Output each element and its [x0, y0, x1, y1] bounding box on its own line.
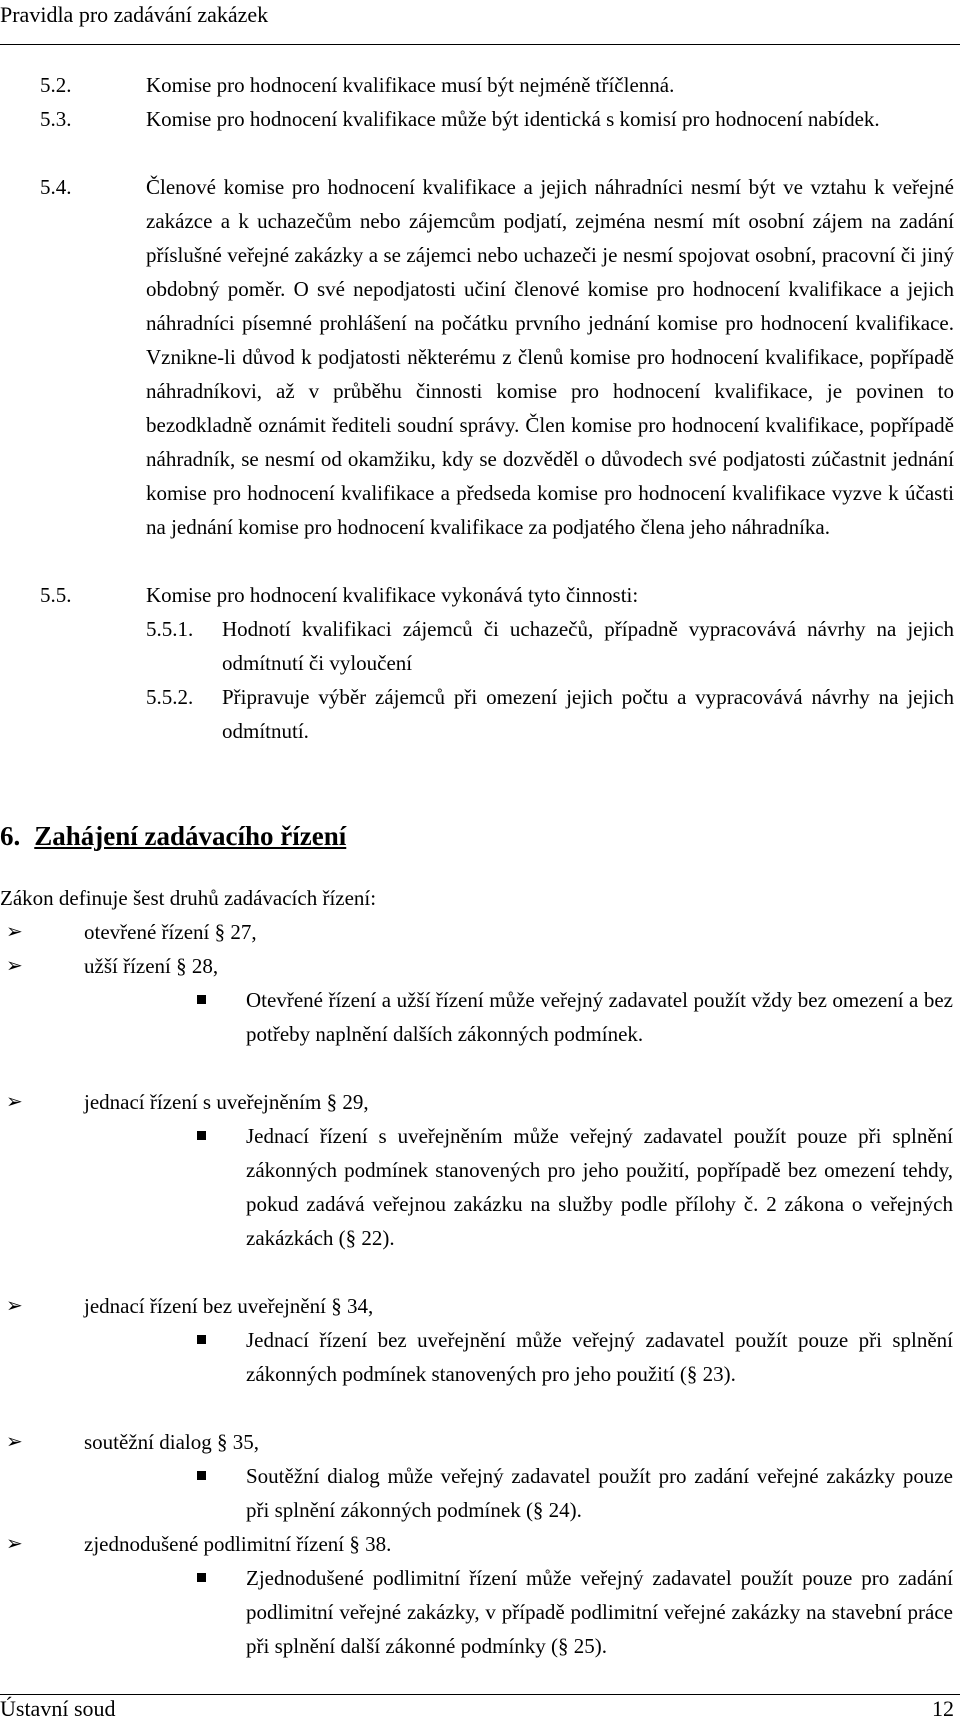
procedure-detail: Jednací řízení s uveřejněním může veřejný zadavatel použít pouze při splnění zákonných podmínek stanovených pro jeho použití, popřípadě bez omezení tehdy, pokud zadává veřejnou zakázku na služby podle přílohy č. 2 zákona o veřejných zakázkách (§ 22). — [246, 1124, 953, 1250]
running-header: Pravidla pro zadávání zakázek — [0, 2, 269, 27]
item-text: Členové komise pro hodnocení kvalifikace a jejich náhradníci nesmí být ve vztahu k veřejné zakázce a k uchazečům nebo zájemcům podjatí, zejména nesmí mít osobní zájem na zadání příslušné veřejné zakázky a se zájemci nebo uchazeči je nesmí spojovat osobní, pracovní či jiný obdobný poměr. O své nepodjatosti učiní členové komise pro hodnocení kvalifikace a jejich náhradníci písemné prohlášení na počátku prvního jednání komise pro hodnocení kvalifikace. Vznikne-li důvod k podjatosti některému z členů komise pro hodnocení kvalifikace, popřípadě náhradníkovi, až v průběhu činnosti komise pro hodnocení kvalifikace, je povinen to bezodkladně oznámit řediteli soudní správy. Člen komise pro hodnocení kvalifikace, popřípadě náhradník, se nesmí od okamžiku, kdy se dozvěděl o důvodech své podjatosti zúčastnit jednání komise pro hodnocení kvalifikace a předseda komise pro hodnocení kvalifikace vyzve k účasti na jednání komise pro hodnocení kvalifikace za podjatého člena jeho náhradníka. — [146, 175, 954, 539]
procedure-detail: Zjednodušené podlimitní řízení může veřejný zadavatel použít pouze pro zadání podlimitní veřejné zakázky, v případě podlimitní veřejné zakázky na stavební práce při splnění další zákonné podmínky (§ 25). — [246, 1566, 953, 1658]
procedure-detail: Jednací řízení bez uveřejnění může veřejný zadavatel použít pouze při splnění zákonných podmínek stanovených pro jeho použití (§ 23). — [246, 1328, 953, 1386]
subitem-text: Hodnotí kvalifikaci zájemců či uchazečů, případně vypracovává návrhy na jejich odmítnutí či vyloučení — [222, 617, 954, 675]
section-title: Zahájení zadávacího řízení — [34, 821, 347, 851]
page-number: 12 — [932, 1696, 954, 1721]
subitem-text: Připravuje výběr zájemců při omezení jejich počtu a vypracovává návrhy na jejich odmítnutí. — [222, 685, 954, 743]
item-text: Komise pro hodnocení kvalifikace může být identická s komisí pro hodnocení nabídek. — [146, 107, 880, 131]
arrow-bullet-icon: ➢ — [6, 1091, 23, 1113]
procedure-label: užší řízení § 28, — [84, 954, 219, 978]
item-number: 5.5. — [40, 583, 72, 607]
item-text: Komise pro hodnocení kvalifikace musí být nejméně tříčlenná. — [146, 73, 675, 97]
square-bullet-icon — [197, 1471, 206, 1480]
arrow-bullet-icon: ➢ — [6, 921, 23, 943]
item-number: 5.2. — [40, 73, 72, 97]
procedure-label: jednací řízení s uveřejněním § 29, — [84, 1090, 369, 1114]
arrow-bullet-icon: ➢ — [6, 1431, 23, 1453]
arrow-bullet-icon: ➢ — [6, 1295, 23, 1317]
arrow-bullet-icon: ➢ — [6, 955, 23, 977]
arrow-bullet-icon: ➢ — [6, 1533, 23, 1555]
procedure-detail: Otevřené řízení a užší řízení může veřejný zadavatel použít vždy bez omezení a bez potřeby naplnění dalších zákonných podmínek. — [246, 988, 953, 1046]
procedure-label: jednací řízení bez uveřejnění § 34, — [84, 1294, 374, 1318]
footer-institution: Ústavní soud — [0, 1696, 116, 1721]
footer-divider — [0, 1694, 960, 1695]
square-bullet-icon — [197, 995, 206, 1004]
subitem-number: 5.5.2. — [146, 685, 194, 709]
section-heading — [0, 818, 346, 854]
section-number: 6. — [0, 821, 21, 851]
procedure-detail: Soutěžní dialog může veřejný zadavatel použít pro zadání veřejné zakázky pouze při splnění zákonných podmínek (§ 24). — [246, 1464, 953, 1522]
item-text: Komise pro hodnocení kvalifikace vykonává tyto činnosti: — [146, 583, 639, 607]
square-bullet-icon — [197, 1573, 206, 1582]
procedure-label: otevřené řízení § 27, — [84, 920, 257, 944]
procedure-label: zjednodušené podlimitní řízení § 38. — [84, 1532, 392, 1556]
item-number: 5.3. — [40, 107, 72, 131]
square-bullet-icon — [197, 1131, 206, 1140]
item-number: 5.4. — [40, 175, 72, 199]
square-bullet-icon — [197, 1335, 206, 1344]
procedure-label: soutěžní dialog § 35, — [84, 1430, 259, 1454]
intro-text: Zákon definuje šest druhů zadávacích řízení: — [0, 886, 377, 910]
subitem-number: 5.5.1. — [146, 617, 194, 641]
header-divider — [0, 44, 960, 45]
